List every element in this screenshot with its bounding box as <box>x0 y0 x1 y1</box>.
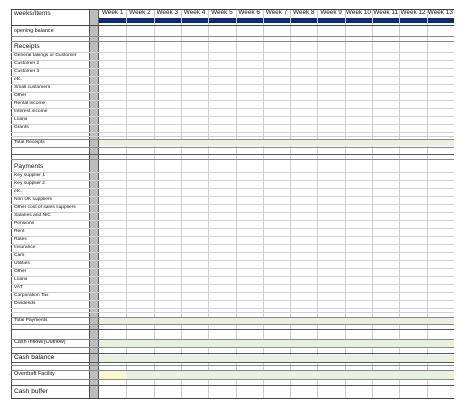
row-line <box>11 100 454 101</box>
receipt-label: Grants <box>14 125 29 130</box>
week-header: Week 13 <box>427 9 453 16</box>
overdraft-label: Overdraft Facility <box>14 371 55 377</box>
row-line <box>11 276 454 277</box>
payment-label: Non UK suppliers <box>14 197 53 202</box>
total-receipts-band <box>99 139 454 146</box>
row-line <box>11 154 454 155</box>
row-line <box>11 292 454 293</box>
week-header: Week 8 <box>293 9 315 16</box>
row-line <box>11 365 454 366</box>
row-line <box>11 300 454 301</box>
row-line <box>11 317 454 318</box>
row-line <box>11 204 454 205</box>
payment-label: Key supplier 2 <box>14 181 45 186</box>
row-line <box>11 60 454 61</box>
payment-label: Insurance <box>14 245 36 250</box>
row-line <box>11 124 454 125</box>
payment-label: etc. <box>14 189 22 194</box>
row-line <box>11 132 454 133</box>
payment-label: Corporation Tax <box>14 293 49 298</box>
row-line <box>11 329 454 330</box>
payment-label: Salaries and NIC <box>14 213 51 218</box>
row-line <box>11 252 454 253</box>
row-line <box>11 108 454 109</box>
payment-label: VAT <box>14 285 23 290</box>
overdraft-band <box>99 371 454 379</box>
row-line <box>11 260 454 261</box>
row-line <box>11 196 454 197</box>
cash-flow-sheet <box>11 9 454 399</box>
row-line <box>11 312 454 313</box>
week-header: Week 12 <box>400 9 426 16</box>
row-line <box>11 188 454 189</box>
corner-label: weeks/Items <box>14 10 51 17</box>
receipt-label: General takings or Customer <box>14 53 77 58</box>
row-line <box>11 370 454 371</box>
payment-label: Rent <box>14 229 25 234</box>
total-payments-band <box>99 317 454 324</box>
row-line <box>11 284 454 285</box>
total-receipts-label: Total Receipts <box>14 140 45 145</box>
receipts-heading: Receipts <box>14 43 40 50</box>
week-header: Week 4 <box>183 9 206 16</box>
cash-buffer-label: Cash buffer <box>14 388 48 395</box>
row-line <box>11 379 454 380</box>
cash-flow-label: Cash Inflow/(Outflow) <box>14 339 66 345</box>
row-line <box>11 339 454 340</box>
payment-label: Rates <box>14 237 27 242</box>
row-line <box>11 52 454 53</box>
receipt-label: Customer 3 <box>14 69 40 74</box>
row-line <box>11 308 454 309</box>
bottom-border <box>11 398 454 399</box>
week-header: Week 2 <box>129 9 151 16</box>
row-line <box>11 236 454 237</box>
receipt-label: Other <box>14 93 27 98</box>
payment-label: Pensions <box>14 221 35 226</box>
header-border <box>11 25 454 26</box>
payment-label: Other <box>14 269 27 274</box>
payment-label: Dividends <box>14 301 36 306</box>
total-payments-label: Total Payments <box>14 318 48 323</box>
opening-balance-label: opening balance <box>14 28 54 34</box>
receipt-label: Customer 2 <box>14 61 40 66</box>
row-line <box>11 147 454 148</box>
week-header: Week 10 <box>345 9 371 16</box>
payment-label: Utilities <box>14 261 30 266</box>
row-line <box>11 268 454 269</box>
row-line <box>11 244 454 245</box>
row-line <box>11 212 454 213</box>
row-line <box>11 136 454 137</box>
receipt-label: Loans <box>14 117 28 122</box>
receipt-label: Interest income <box>14 109 48 114</box>
row-line <box>11 180 454 181</box>
row-line <box>11 362 454 363</box>
top-border <box>11 9 454 10</box>
row-line <box>11 84 454 85</box>
row-line <box>11 353 454 354</box>
week-header: Week 6 <box>238 9 260 16</box>
row-line <box>11 36 454 37</box>
row-line <box>11 172 454 173</box>
row-line <box>11 76 454 77</box>
row-line <box>11 92 454 93</box>
row-line <box>11 324 454 325</box>
week-header: Week 5 <box>211 9 233 16</box>
receipt-label: Small customers <box>14 85 51 90</box>
overdraft-highlight-cell[interactable] <box>99 371 126 379</box>
week-header: Week 7 <box>265 9 288 16</box>
payment-label: Other cost of sales suppliers <box>14 205 76 210</box>
week-header: Week 11 <box>373 9 399 16</box>
payment-label: Loans <box>14 277 28 282</box>
cash-flow-band <box>99 339 454 347</box>
cash-balance-label: Cash balance <box>14 354 55 361</box>
receipt-label: etc. <box>14 77 22 82</box>
row-line <box>11 139 454 140</box>
week-header: Week 3 <box>156 9 179 16</box>
receipt-label: Rental income <box>14 101 46 106</box>
header-band <box>99 18 454 23</box>
row-line <box>11 385 454 386</box>
row-line <box>11 228 454 229</box>
row-line <box>11 41 454 42</box>
week-header: Week 9 <box>320 9 342 16</box>
payments-heading: Payments <box>14 163 44 170</box>
week-header: Week 1 <box>101 9 124 16</box>
payment-label: Cars <box>14 253 25 258</box>
cash-balance-band <box>99 355 454 362</box>
row-line <box>11 220 454 221</box>
row-line <box>11 347 454 348</box>
row-line <box>11 116 454 117</box>
payment-label: Key supplier 1 <box>14 173 45 178</box>
row-line <box>11 68 454 69</box>
row-line <box>11 159 454 160</box>
